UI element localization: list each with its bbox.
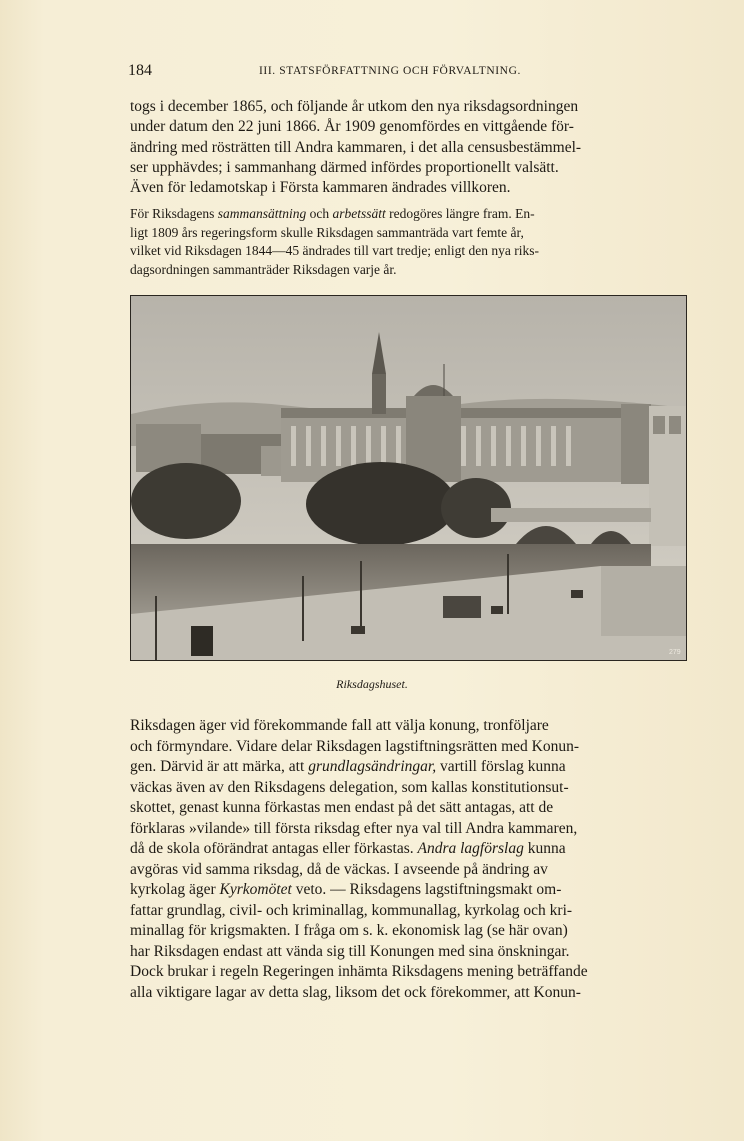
text-line: ligt 1809 års regeringsform skulle Riksdagen sammanträda vart femte år, [130,224,524,240]
text-line: förklaras »vilande» till första riksdag efter nya val till Andra kammaren, [130,819,578,837]
text-line: under datum den 22 juni 1866. År 1909 genomfördes en vittgående för- [130,118,574,136]
italic-term: arbetssätt [332,206,386,221]
text-line: fattar grundlag, civil- och kriminallag, kommunallag, kyrkolag och kri- [130,901,573,919]
text-line: Även för ledamotskap i Första kammaren ändrades villkoren. [130,179,511,197]
text-segment: och [306,206,333,221]
text-line: vilket vid Riksdagen 1844—45 ändrades till vart tredje; enligt den nya riks- [130,243,540,258]
text-line: alla viktigare lagar av detta slag, liksom det ock förekommer, att Konun- [130,983,581,1001]
text-segment: veto. — Riksdagens lagstiftningsmakt om- [291,881,562,898]
paragraph-riksdag-sessions [130,205,693,279]
paragraph-riksdag-powers [130,716,693,1003]
italic-term: sammansättning [217,206,307,221]
text-segment: redogöres längre fram. En- [385,206,535,221]
text-line: och förmyndare. Vidare delar Riksdagen lagstiftningsrätten med Konun- [130,737,580,755]
text-line: Riksdagen äger vid förekommande fall att välja konung, tronföljare [130,717,549,734]
photo-corner-number: 279 [669,649,681,656]
text-segment: vartill förslag kunna [436,758,566,775]
text-line [130,880,693,901]
italic-term: Andra lagförslag [417,840,524,857]
text-line: ser upphävdes; i sammanhang därmed infördes proportionellt valsätt. [130,158,559,176]
text-line: ändring med rösträtten till Andra kammaren, i det alla censusbestämmel- [130,138,582,156]
text-line [130,205,693,224]
text-line: avgöras vid samma riksdag, då de väckas. I avseende på ändring av [130,860,548,878]
text-line [130,839,693,860]
text-segment: gen. Därvid är att märka, att [130,758,309,775]
text-segment: För Riksdagens [130,206,218,221]
text-line: togs i december 1865, och följande år utkom den nya riksdagsordningen [130,98,579,115]
paragraph-riksdagsordning-history [130,97,693,198]
italic-term: Kyrkomötet [219,881,292,898]
photo-riksdagshuset [130,295,687,661]
running-head: III. STATSFÖRFATTNING OCH FÖRVALTNING. [259,65,521,77]
figure-caption: Riksdagshuset. [336,677,408,691]
text-line: Dock brukar i regeln Regeringen inhämta Riksdagens mening beträffande [130,963,588,980]
text-segment: då de skola oförändrat antagas eller förkastas. [130,840,418,857]
text-line: skottet, genast kunna förkastas men endast på det sätt antagas, att de [130,799,554,816]
text-line [130,757,693,778]
page-header [128,62,693,84]
italic-term: grundlagsändringar, [308,758,437,775]
text-line: har Riksdagen endast att vända sig till Konungen med sina önskningar. [130,942,570,960]
text-line: väckas även av den Riksdagens delegation, som kallas konstitutionsut- [130,778,569,796]
text-line: dagsordningen sammanträder Riksdagen varje år. [130,261,397,277]
text-line: minallag för krigsmakten. I fråga om s. k. ekonomisk lag (se här ovan) [130,922,568,939]
page-number: 184 [128,62,152,79]
text-segment: kunna [523,840,566,857]
text-segment: kyrkolag äger [130,881,220,898]
